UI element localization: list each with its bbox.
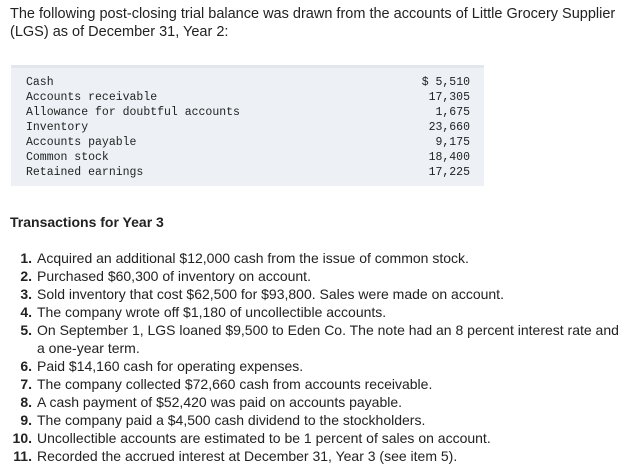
transaction-number: 4. — [20, 304, 32, 320]
transaction-number: 5. — [20, 322, 32, 338]
account-amount: 1,675 — [435, 106, 470, 119]
account-name: Cash — [26, 76, 54, 89]
table-row — [11, 105, 484, 120]
trial-balance-table — [11, 65, 484, 186]
transaction-text: Acquired an additional $12,000 cash from the issue of common stock. — [37, 250, 469, 266]
transaction-number: 6. — [20, 358, 32, 374]
account-amount: 18,400 — [428, 151, 470, 164]
transaction-number: 8. — [20, 394, 32, 410]
transactions-heading: Transactions for Year 3 — [10, 214, 164, 230]
account-name: Inventory — [26, 121, 89, 134]
list-item — [10, 411, 622, 429]
account-amount: 17,225 — [428, 166, 470, 179]
transaction-text: Purchased $60,300 of inventory on account. — [37, 268, 311, 284]
list-item — [10, 447, 622, 465]
transaction-text: The company paid a $4,500 cash dividend to the stockholders. — [37, 412, 426, 428]
list-item — [10, 249, 622, 267]
table-top-border — [11, 65, 484, 68]
list-item — [10, 393, 622, 411]
list-item — [10, 267, 622, 285]
transaction-text: The company wrote off $1,180 of uncollectible accounts. — [37, 304, 387, 320]
transaction-number: 2. — [20, 268, 32, 284]
account-name: Accounts payable — [26, 136, 137, 149]
account-name: Accounts receivable — [26, 91, 158, 104]
list-item — [10, 321, 622, 357]
account-amount: 9,175 — [435, 136, 470, 149]
transaction-number: 7. — [20, 376, 32, 392]
transaction-text: On September 1, LGS loaned $9,500 to Eden Co. The note had an 8 percent interest rate and a one-year term. — [37, 322, 619, 356]
transaction-number: 10. — [12, 430, 32, 446]
list-item — [10, 285, 622, 303]
account-amount: 23,660 — [428, 121, 470, 134]
table-row — [11, 90, 484, 105]
transaction-text: Sold inventory that cost $62,500 for $93,800. Sales were made on account. — [37, 286, 504, 302]
transaction-number: 1. — [20, 250, 32, 266]
account-amount: $ 5,510 — [421, 76, 470, 89]
account-name: Common stock — [26, 151, 109, 164]
account-name: Retained earnings — [26, 166, 144, 179]
transaction-text: Uncollectible accounts are estimated to be 1 percent of sales on account. — [37, 430, 491, 446]
table-row — [11, 165, 484, 180]
table-row — [11, 135, 484, 150]
transaction-text: A cash payment of $52,420 was paid on accounts payable. — [37, 394, 403, 410]
table-row — [11, 150, 484, 165]
list-item — [10, 429, 622, 447]
list-item — [10, 357, 622, 375]
transaction-text: Paid $14,160 cash for operating expenses. — [37, 358, 304, 374]
transactions-list — [10, 249, 622, 465]
list-item — [10, 375, 622, 393]
transaction-number: 3. — [20, 286, 32, 302]
transaction-number: 11. — [13, 448, 32, 464]
intro-paragraph: The following post-closing trial balance was drawn from the accounts of Little Grocery Supplier (LGS) as of December 31, Year 2: — [10, 6, 616, 40]
account-name: Allowance for doubtful accounts — [26, 106, 240, 119]
transaction-number: 9. — [20, 412, 32, 428]
transaction-text: The company collected $72,660 cash from accounts receivable. — [37, 376, 433, 392]
table-row — [11, 120, 484, 135]
account-amount: 17,305 — [428, 91, 470, 104]
list-item — [10, 303, 622, 321]
transaction-text: Recorded the accrued interest at December 31, Year 3 (see item 5). — [37, 448, 458, 464]
table-row — [11, 75, 484, 90]
